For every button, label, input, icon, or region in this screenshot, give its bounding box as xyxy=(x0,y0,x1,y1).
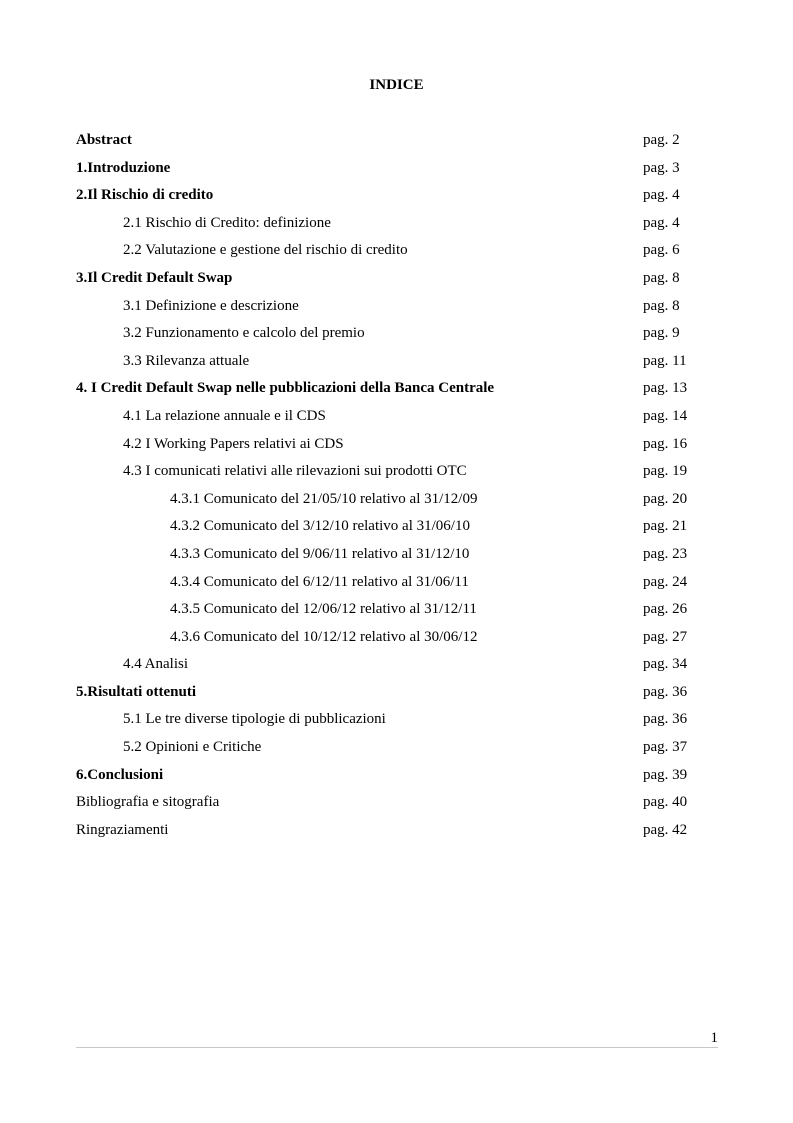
toc-entry-label: 5.1 Le tre diverse tipologie di pubblicazioni xyxy=(123,711,386,728)
toc-entry-page: pag. 27 xyxy=(643,628,688,645)
toc-entry-4-3-1 xyxy=(0,490,793,518)
toc-entry-4-1 xyxy=(0,407,793,435)
toc-entry-label: 4.3.1 Comunicato del 21/05/10 relativo al 31/12/09 xyxy=(170,490,478,507)
toc-entry-2-1 xyxy=(0,214,793,242)
toc-entry-page: pag. 13 xyxy=(643,380,688,397)
toc-entry-page: pag. 4 xyxy=(643,187,680,204)
toc-entry-page: pag. 26 xyxy=(643,601,688,618)
toc-entry-label: 4.1 La relazione annuale e il CDS xyxy=(123,407,326,424)
toc-entry-5-2 xyxy=(0,738,793,766)
toc-entry-bibliografia xyxy=(0,793,793,821)
toc-entry-ringraziamenti xyxy=(0,821,793,849)
toc-entry-label: Abstract xyxy=(76,132,132,148)
toc-entry-introduzione xyxy=(0,159,793,187)
toc-entry-label: 4.3 I comunicati relativi alle rilevazioni sui prodotti OTC xyxy=(123,463,467,480)
toc-entry-3-1 xyxy=(0,297,793,325)
toc-entry-label: 4.3.3 Comunicato del 9/06/11 relativo al 31/12/10 xyxy=(170,545,470,562)
toc-entry-page: pag. 6 xyxy=(643,242,680,259)
toc-entry-page: pag. 24 xyxy=(643,573,688,590)
toc-entry-4-3-6 xyxy=(0,628,793,656)
toc-entry-page: pag. 39 xyxy=(643,766,688,783)
toc-entry-page: pag. 20 xyxy=(643,490,688,507)
toc-entry-3-3 xyxy=(0,352,793,380)
toc-entry-page: pag. 36 xyxy=(643,683,688,700)
toc-entry-page: pag. 3 xyxy=(643,159,680,176)
toc-entry-label: 4.3.2 Comunicato del 3/12/10 relativo al 31/06/10 xyxy=(170,518,470,535)
toc-entry-page: pag. 40 xyxy=(643,794,688,811)
toc-entry-page: pag. 14 xyxy=(643,407,688,424)
toc-entry-page: pag. 9 xyxy=(643,325,680,342)
toc-entry-credit-default-swap xyxy=(0,269,793,297)
toc-entry-page: pag. 34 xyxy=(643,656,688,673)
toc-entry-page: pag. 8 xyxy=(643,269,680,286)
toc-entry-label: 1.Introduzione xyxy=(76,159,171,176)
toc-entry-label: 4.2 I Working Papers relativi ai CDS xyxy=(123,435,344,452)
toc-entry-label: 4.3.4 Comunicato del 6/12/11 relativo al 31/06/11 xyxy=(170,573,469,590)
toc-entry-label: 3.Il Credit Default Swap xyxy=(76,269,233,286)
toc-entry-page: pag. 16 xyxy=(643,435,688,452)
toc-entry-label: Ringraziamenti xyxy=(76,821,169,838)
toc-entry-4-3-3 xyxy=(0,545,793,573)
footer-divider xyxy=(76,1047,718,1048)
toc-entry-page: pag. 4 xyxy=(643,214,680,231)
toc-entry-page: pag. 19 xyxy=(643,463,688,480)
toc-entry-page: pag. 11 xyxy=(643,352,687,369)
page-number: 1 xyxy=(710,1030,718,1046)
toc-entry-label: 3.2 Funzionamento e calcolo del premio xyxy=(123,325,365,342)
table-of-contents xyxy=(0,131,793,848)
toc-entry-label: 5.2 Opinioni e Critiche xyxy=(123,739,262,756)
toc-entry-page: pag. 42 xyxy=(643,821,688,838)
toc-entry-rischio-di-credito xyxy=(0,186,793,214)
toc-entry-label: 4.3.6 Comunicato del 10/12/12 relativo al 30/06/12 xyxy=(170,628,478,645)
page-title: INDICE xyxy=(369,77,424,93)
toc-entry-4-4 xyxy=(0,655,793,683)
toc-entry-4-3-5 xyxy=(0,600,793,628)
toc-entry-4-3-2 xyxy=(0,517,793,545)
toc-entry-risultati-ottenuti xyxy=(0,683,793,711)
toc-entry-label: 2.Il Rischio di credito xyxy=(76,187,214,204)
toc-entry-page: pag. 37 xyxy=(643,739,688,756)
toc-entry-abstract xyxy=(0,131,793,159)
toc-entry-cds-pubblicazioni xyxy=(0,379,793,407)
toc-entry-2-2 xyxy=(0,241,793,269)
toc-entry-label: 6.Conclusioni xyxy=(76,766,164,783)
toc-entry-conclusioni xyxy=(0,766,793,794)
toc-entry-4-2 xyxy=(0,435,793,463)
toc-entry-page: pag. 21 xyxy=(643,518,688,535)
toc-entry-label: 2.2 Valutazione e gestione del rischio di credito xyxy=(123,242,408,259)
toc-entry-page: pag. 8 xyxy=(643,297,680,314)
toc-entry-label: 3.3 Rilevanza attuale xyxy=(123,352,250,369)
toc-entry-4-3-4 xyxy=(0,573,793,601)
toc-entry-label: 4.3.5 Comunicato del 12/06/12 relativo al 31/12/11 xyxy=(170,601,477,618)
toc-entry-page: pag. 2 xyxy=(643,132,680,148)
toc-entry-label: 2.1 Rischio di Credito: definizione xyxy=(123,214,331,231)
toc-entry-label: Bibliografia e sitografia xyxy=(76,794,220,811)
toc-entry-3-2 xyxy=(0,324,793,352)
toc-entry-5-1 xyxy=(0,710,793,738)
toc-entry-4-3 xyxy=(0,462,793,490)
toc-entry-label: 4. I Credit Default Swap nelle pubblicazioni della Banca Centrale xyxy=(76,380,495,397)
toc-entry-page: pag. 36 xyxy=(643,711,688,728)
toc-entry-label: 4.4 Analisi xyxy=(123,656,189,673)
toc-entry-page: pag. 23 xyxy=(643,545,688,562)
toc-entry-label: 3.1 Definizione e descrizione xyxy=(123,297,299,314)
toc-entry-label: 5.Risultati ottenuti xyxy=(76,683,196,700)
